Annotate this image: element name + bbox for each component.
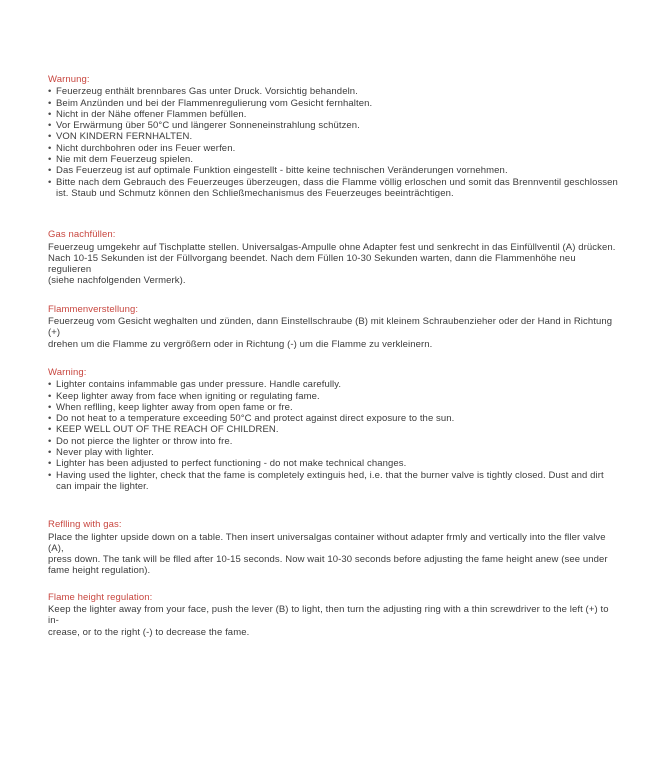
section-warning-en [48, 367, 620, 492]
bullet-text: Do not heat to a temperature exceeding 50°C and protect against direct exposure to the sun. [56, 413, 455, 425]
bullet-text: When reflling, keep lighter away from open fame or fre. [56, 401, 293, 413]
section-heading: Flammenverstellung: [48, 303, 139, 315]
paragraph-line: (siehe nachfolgenden Vermerk). [48, 275, 186, 287]
bullet-item [48, 131, 620, 142]
paragraph-line: fame height regulation). [48, 565, 151, 577]
bullet-text: Lighter contains infammable gas under pressure. Handle carefully. [56, 379, 342, 391]
bullet-item [48, 109, 620, 120]
section-flame-height-regulation [48, 592, 620, 638]
bullet-item [48, 177, 620, 200]
paragraph [48, 604, 620, 638]
section-heading: Warning: [48, 366, 87, 378]
bullet-glyph: • [48, 86, 52, 98]
bullet-item [48, 391, 620, 402]
bullet-glyph: • [48, 379, 52, 391]
bullet-item [48, 98, 620, 109]
paragraph-line: Place the lighter upside down on a table. Then insert universalgas container without adapter frmly and vertically into the fller valve (A), [48, 531, 606, 554]
bullet-item [48, 470, 620, 493]
paragraph-line: press down. The tank will be flled after 10-15 seconds. Now wait 10-30 seconds before adjusting the fame height anew (see under [48, 554, 608, 566]
bullet-glyph: • [48, 447, 52, 459]
bullet-text: Never play with lighter. [56, 447, 154, 459]
bullet-item [48, 447, 620, 458]
bullet-text: KEEP WELL OUT OF THE REACH OF CHILDREN. [56, 424, 279, 436]
paragraph-line: Feuerzeug vom Gesicht weghalten und zünden, dann Einstellschraube (B) mit kleinem Schraubenzieher oder der Hand in Richtung (+) [48, 316, 613, 339]
bullet-item [48, 402, 620, 413]
section-heading: Reflling with gas: [48, 519, 122, 531]
paragraph-line: crease, or to the right (-) to decrease the fame. [48, 626, 250, 638]
paragraph-line: drehen um die Flamme zu vergrößern oder in Richtung (-) um die Flamme zu verkleinern. [48, 338, 433, 350]
bullet-glyph: • [48, 165, 52, 177]
bullet-text: Beim Anzünden und bei der Flammenregulierung vom Gesicht fernhalten. [56, 97, 373, 109]
bullet-text: Lighter has been adjusted to perfect functioning - do not make technical changes. [56, 458, 407, 470]
paragraph [48, 242, 620, 287]
bullet-item [48, 165, 620, 176]
bullet-text: Keep lighter away from face when igniting or regulating fame. [56, 390, 320, 402]
bullet-item [48, 120, 620, 131]
bullet-item [48, 413, 620, 424]
bullet-glyph: • [48, 154, 52, 166]
section-heading: Flame height regulation: [48, 591, 153, 603]
instruction-sheet [48, 74, 620, 638]
section-heading: Warnung: [48, 74, 90, 85]
bullet-item [48, 458, 620, 469]
paragraph-line: Nach 10-15 Sekunden ist der Füllvorgang beendet. Nach dem Füllen 10-30 Sekunden warten, dann die Flammenhöhe neu regulieren [48, 252, 576, 276]
bullet-glyph: • [48, 97, 52, 109]
bullet-text: Vor Erwärmung über 50°C und längerer Sonneneinstrahlung schützen. [56, 120, 360, 132]
bullet-text: Nie mit dem Feuerzeug spielen. [56, 154, 194, 166]
bullet-text: Do not pierce the lighter or throw into fre. [56, 435, 233, 447]
bullet-text: Feuerzeug enthält brennbares Gas unter Druck. Vorsichtig behandeln. [56, 86, 358, 98]
paragraph [48, 316, 620, 350]
bullet-glyph: • [48, 424, 52, 436]
bullet-glyph: • [48, 176, 52, 188]
bullet-item [48, 436, 620, 447]
bullet-glyph: • [48, 142, 52, 154]
paragraph-line: Feuerzeug umgekehr auf Tischplatte stellen. Universalgas-Ampulle ohne Adapter fest und senkrecht in das Einfüllventil (A) drücken. [48, 241, 616, 253]
bullet-text: Bitte nach dem Gebrauch des Feuerzeuges überzeugen, dass die Flamme völlig erloschen und somit das Brennventil geschlossen ist. Staub und Schmutz können den Schließmechanismus des Feuerzeuges beeinträchtigen. [56, 176, 618, 199]
paragraph [48, 532, 620, 577]
bullet-text: Having used the lighter, check that the fame is completely extinguis hed, i.e. that the burner valve is tightly closed. Dust and dirt can impair the lighter. [56, 469, 604, 492]
warning-list-de [48, 86, 620, 199]
bullet-glyph: • [48, 108, 52, 120]
bullet-text: Nicht in der Nähe offener Flammen befüllen. [56, 108, 247, 120]
bullet-glyph: • [48, 401, 52, 413]
bullet-item [48, 154, 620, 165]
bullet-item [48, 424, 620, 435]
bullet-text: VON KINDERN FERNHALTEN. [56, 131, 193, 143]
section-refilling-with-gas [48, 519, 620, 576]
paragraph-line: Keep the lighter away from your face, push the lever (B) to light, then turn the adjusting ring with a thin screwdriver to the left (+) to in- [48, 603, 609, 627]
bullet-glyph: • [48, 120, 52, 132]
bullet-glyph: • [48, 435, 52, 447]
bullet-item [48, 143, 620, 154]
bullet-text: Das Feuerzeug ist auf optimale Funktion eingestellt - bitte keine technischen Veränderungen vornehmen. [56, 165, 508, 177]
section-warnung-de [48, 74, 620, 199]
section-flammenverstellung [48, 304, 620, 350]
bullet-glyph: • [48, 413, 52, 425]
bullet-item [48, 86, 620, 97]
section-heading: Gas nachfüllen: [48, 229, 116, 241]
bullet-glyph: • [48, 458, 52, 470]
bullet-glyph: • [48, 131, 52, 143]
section-gas-nachfuellen [48, 229, 620, 286]
bullet-item [48, 379, 620, 390]
bullet-glyph: • [48, 469, 52, 481]
warning-list-en [48, 379, 620, 492]
bullet-text: Nicht durchbohren oder ins Feuer werfen. [56, 142, 236, 154]
bullet-glyph: • [48, 390, 52, 402]
